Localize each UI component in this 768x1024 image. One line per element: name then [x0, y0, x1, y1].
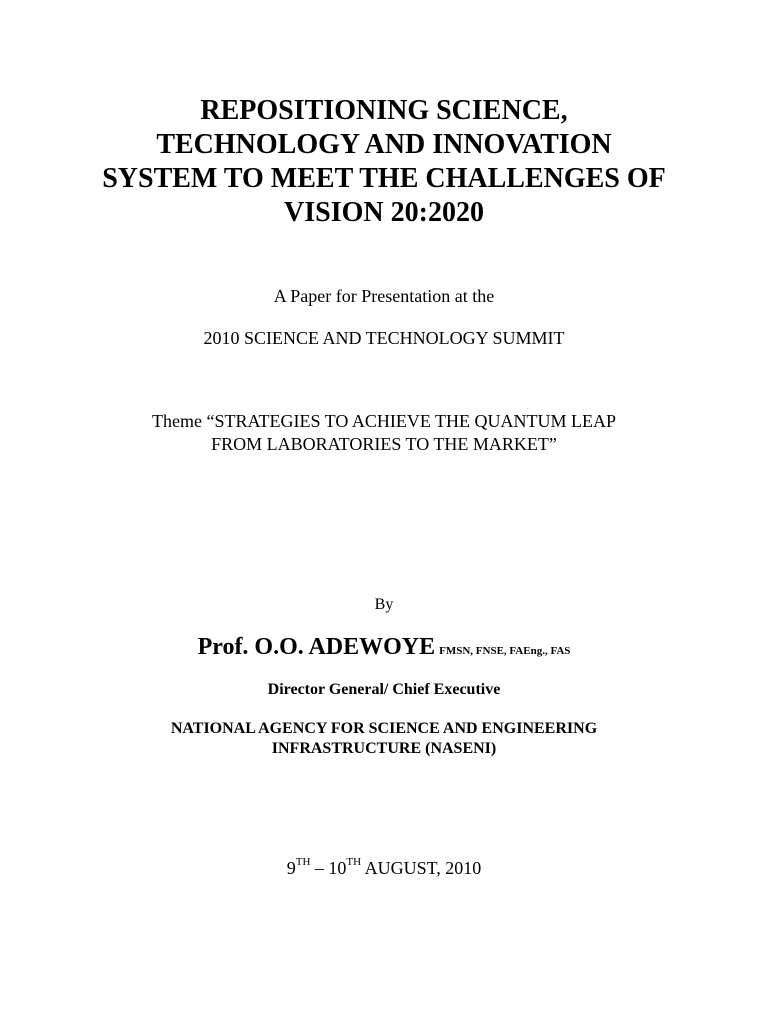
author-credentials: FMSN, FNSE, FAEng., FAS [439, 645, 571, 657]
event-date [0, 857, 768, 879]
event-name: 2010 SCIENCE AND TECHNOLOGY SUMMIT [203, 328, 565, 348]
by-label: By [374, 596, 394, 613]
theme-line-1: Theme “STRATEGIES TO ACHIEVE THE QUANTUM LEAP [152, 411, 616, 431]
organization-line-2: INFRASTRUCTURE (NASENI) [271, 740, 497, 757]
author-position: Director General/ Chief Executive [267, 681, 501, 698]
date-end-day: 10 [328, 858, 347, 878]
author-block [0, 632, 768, 662]
author-name: Prof. O.O. ADEWOYE [197, 634, 436, 660]
date-start-suffix: TH [295, 856, 311, 868]
date-end-suffix: TH [346, 856, 362, 868]
date-separator: – [310, 858, 329, 878]
theme-line-2: FROM LABORATORIES TO THE MARKET” [211, 434, 557, 454]
date-rest: AUGUST, 2010 [361, 858, 482, 878]
title-line-2: TECHNOLOGY AND INNOVATION [156, 129, 612, 160]
title-line-1: REPOSITIONING SCIENCE, [200, 95, 568, 126]
presentation-intro: A Paper for Presentation at the [273, 286, 495, 306]
organization-line-1: NATIONAL AGENCY FOR SCIENCE AND ENGINEERING [170, 720, 598, 737]
title-line-3: SYSTEM TO MEET THE CHALLENGES OF [102, 163, 666, 194]
title-line-4: VISION 20:2020 [284, 197, 484, 228]
date-start-day: 9 [286, 858, 296, 878]
